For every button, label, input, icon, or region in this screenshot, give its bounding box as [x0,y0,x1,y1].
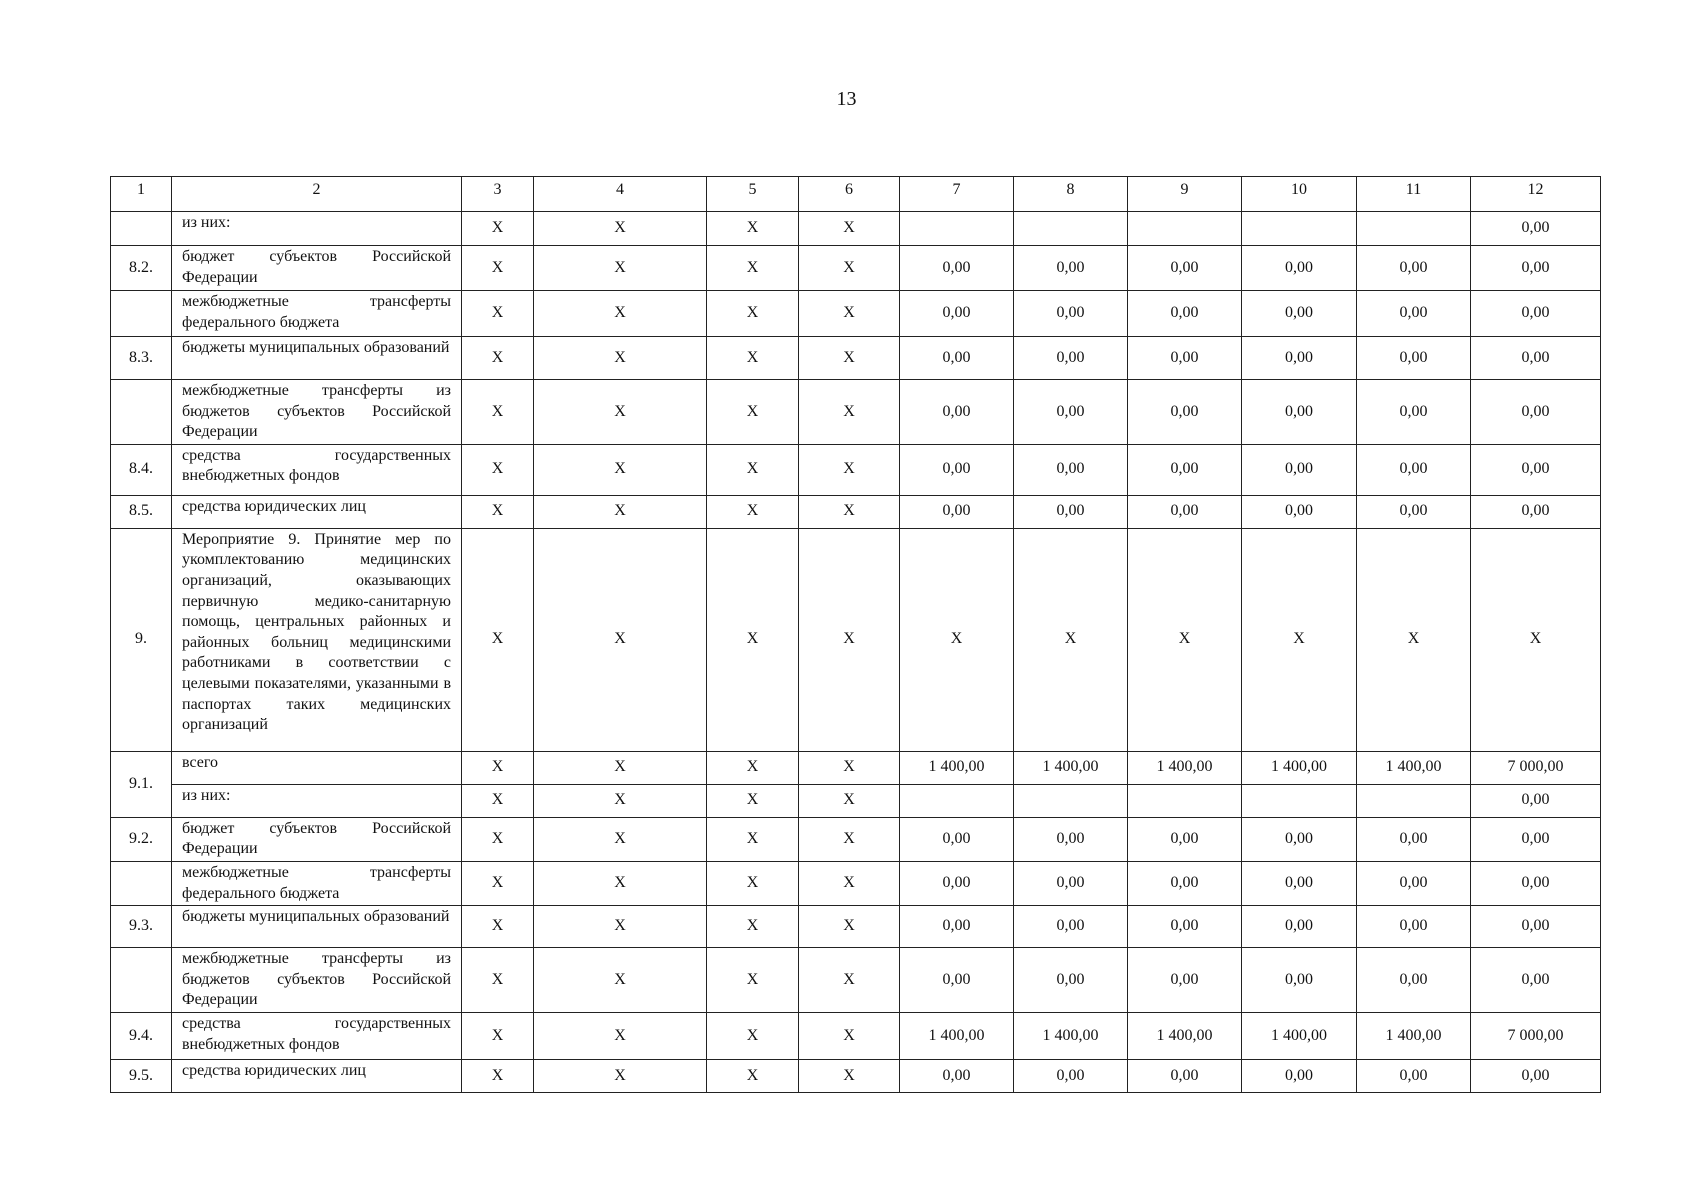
value-cell: 0,00 [1128,246,1242,291]
value-cell: X [462,337,534,380]
value-cell: 0,00 [1471,291,1601,337]
value-cell: 0,00 [900,1059,1014,1092]
value-cell: X [707,528,799,751]
value-cell: 0,00 [1357,861,1471,905]
table-row [111,212,1601,246]
value-cell: 0,00 [1128,948,1242,1013]
value-cell: 0,00 [1128,817,1242,861]
value-cell: 1 400,00 [1014,751,1128,784]
value-cell: 1 400,00 [1128,1012,1242,1059]
value-cell: X [534,495,707,528]
table-row [111,1059,1601,1092]
value-cell: 0,00 [1242,906,1357,948]
value-cell [1357,212,1471,246]
value-cell: X [462,528,534,751]
value-cell: 0,00 [1471,380,1601,445]
row-number-cell: 9.2. [111,817,172,861]
value-cell: X [799,751,900,784]
row-number-cell [111,380,172,445]
value-cell: 1 400,00 [900,1012,1014,1059]
value-cell: X [799,784,900,817]
value-cell: X [534,948,707,1013]
value-cell: X [1357,528,1471,751]
description-cell: бюджет субъектов Российской Федерации [172,246,462,291]
row-number-cell: 8.3. [111,337,172,380]
table-row [111,291,1601,337]
value-cell: 0,00 [1357,444,1471,495]
value-cell: X [534,751,707,784]
column-header: 4 [534,177,707,212]
value-cell: X [534,1059,707,1092]
value-cell: X [462,817,534,861]
page-number: 13 [836,88,857,110]
column-header: 9 [1128,177,1242,212]
value-cell: X [534,380,707,445]
column-header: 12 [1471,177,1601,212]
value-cell: 0,00 [1128,444,1242,495]
value-cell: X [462,495,534,528]
row-number-cell: 9. [111,528,172,751]
value-cell [900,784,1014,817]
table-row [111,948,1601,1013]
value-cell [1128,212,1242,246]
value-cell: 0,00 [1014,817,1128,861]
value-cell: X [462,948,534,1013]
value-cell: 0,00 [900,380,1014,445]
value-cell: 1 400,00 [1242,751,1357,784]
value-cell: 0,00 [1014,444,1128,495]
table-row [111,751,1601,784]
table-row [111,906,1601,948]
row-number-cell [111,291,172,337]
table-row [111,246,1601,291]
row-number-cell: 9.1. [111,751,172,817]
value-cell: X [462,784,534,817]
value-cell: X [799,906,900,948]
value-cell: 1 400,00 [1128,751,1242,784]
value-cell: X [462,444,534,495]
value-cell: 0,00 [1014,948,1128,1013]
value-cell: 0,00 [900,861,1014,905]
value-cell: X [462,1012,534,1059]
value-cell: 0,00 [1471,861,1601,905]
value-cell: 1 400,00 [1014,1012,1128,1059]
value-cell: X [707,337,799,380]
value-cell: 0,00 [1128,861,1242,905]
description-cell: всего [172,751,462,784]
row-number-cell [111,948,172,1013]
description-cell: средства юридических лиц [172,1059,462,1092]
value-cell: X [462,751,534,784]
header-row [111,177,1601,212]
column-header: 6 [799,177,900,212]
value-cell: 1 400,00 [1357,751,1471,784]
value-cell: 0,00 [1471,906,1601,948]
value-cell: X [707,380,799,445]
value-cell: X [707,784,799,817]
table-row [111,380,1601,445]
value-cell: X [534,444,707,495]
description-cell: межбюджетные трансферты из бюджетов субъектов Российской Федерации [172,948,462,1013]
value-cell: 0,00 [900,337,1014,380]
table-row [111,337,1601,380]
value-cell: X [534,906,707,948]
column-header: 8 [1014,177,1128,212]
value-cell: X [707,948,799,1013]
description-cell: межбюджетные трансферты федерального бюджета [172,861,462,905]
value-cell: X [1242,528,1357,751]
value-cell: 0,00 [1242,291,1357,337]
value-cell: 0,00 [1242,380,1357,445]
value-cell [900,212,1014,246]
description-cell: бюджеты муниципальных образований [172,906,462,948]
table-row [111,1012,1601,1059]
table-row [111,817,1601,861]
value-cell: X [799,246,900,291]
value-cell: 0,00 [1014,1059,1128,1092]
value-cell: 0,00 [1014,337,1128,380]
value-cell: X [799,948,900,1013]
value-cell: X [707,817,799,861]
value-cell: 0,00 [1014,906,1128,948]
row-number-cell: 8.2. [111,246,172,291]
value-cell: 0,00 [900,246,1014,291]
value-cell: 0,00 [1357,291,1471,337]
row-number-cell: 8.4. [111,444,172,495]
value-cell: 0,00 [1471,246,1601,291]
value-cell: X [799,528,900,751]
value-cell: X [799,495,900,528]
column-header: 5 [707,177,799,212]
value-cell: X [707,291,799,337]
value-cell: 0,00 [1128,337,1242,380]
value-cell: X [799,817,900,861]
description-cell: из них: [172,784,462,817]
value-cell: X [534,861,707,905]
value-cell: 0,00 [1242,817,1357,861]
value-cell: 0,00 [1471,444,1601,495]
value-cell: X [707,1059,799,1092]
value-cell: 0,00 [1471,212,1601,246]
value-cell: X [462,1059,534,1092]
row-number-cell [111,212,172,246]
table-row [111,444,1601,495]
column-header: 11 [1357,177,1471,212]
value-cell: 7 000,00 [1471,751,1601,784]
value-cell: 0,00 [900,291,1014,337]
value-cell: X [707,246,799,291]
description-cell: из них: [172,212,462,246]
value-cell [1242,784,1357,817]
value-cell: 0,00 [1014,246,1128,291]
column-header: 10 [1242,177,1357,212]
value-cell: 0,00 [1471,784,1601,817]
value-cell: X [462,246,534,291]
value-cell: X [799,861,900,905]
value-cell: X [707,751,799,784]
value-cell: 0,00 [900,495,1014,528]
value-cell: 1 400,00 [1242,1012,1357,1059]
value-cell [1014,784,1128,817]
description-cell: межбюджетные трансферты федерального бюджета [172,291,462,337]
value-cell: 0,00 [1471,948,1601,1013]
row-number-cell: 9.4. [111,1012,172,1059]
value-cell: X [799,444,900,495]
value-cell: X [900,528,1014,751]
value-cell: X [534,528,707,751]
value-cell: 0,00 [1357,380,1471,445]
value-cell: 0,00 [1357,948,1471,1013]
value-cell: 0,00 [1471,817,1601,861]
value-cell: X [1128,528,1242,751]
value-cell: X [534,337,707,380]
table-row [111,495,1601,528]
description-cell: средства государственных внебюджетных фондов [172,1012,462,1059]
value-cell: 0,00 [900,444,1014,495]
value-cell: X [534,1012,707,1059]
value-cell: 0,00 [1357,495,1471,528]
column-header: 1 [111,177,172,212]
description-cell: бюджет субъектов Российской Федерации [172,817,462,861]
row-number-cell [111,861,172,905]
value-cell: 0,00 [1357,1059,1471,1092]
value-cell: X [707,861,799,905]
table-row [111,861,1601,905]
value-cell: 0,00 [1242,1059,1357,1092]
value-cell: 0,00 [1242,861,1357,905]
value-cell: X [1471,528,1601,751]
value-cell: X [462,212,534,246]
description-cell: Мероприятие 9. Принятие мер по укомплектованию медицинских организаций, оказывающих первичную медико-санитарную помощь, центральных районных и районных больниц медицинскими работниками в соответствии с целевыми показателями, указанными в паспортах таких медицинских организаций [172,528,462,751]
value-cell: X [462,861,534,905]
value-cell: 0,00 [1014,380,1128,445]
value-cell: X [799,380,900,445]
value-cell: 0,00 [1357,337,1471,380]
value-cell: 7 000,00 [1471,1012,1601,1059]
column-header: 7 [900,177,1014,212]
value-cell: 0,00 [1357,246,1471,291]
value-cell: 0,00 [1014,861,1128,905]
value-cell: 0,00 [900,906,1014,948]
value-cell: 0,00 [1242,444,1357,495]
value-cell: X [707,444,799,495]
value-cell: X [462,380,534,445]
value-cell: 0,00 [1242,495,1357,528]
value-cell: 0,00 [1014,495,1128,528]
value-cell: X [707,495,799,528]
value-cell: X [462,906,534,948]
value-cell: X [1014,528,1128,751]
value-cell: 0,00 [1471,495,1601,528]
value-cell: 0,00 [1471,337,1601,380]
value-cell: 0,00 [1128,291,1242,337]
description-cell: межбюджетные трансферты из бюджетов субъектов Российской Федерации [172,380,462,445]
value-cell: 0,00 [1242,337,1357,380]
value-cell: 0,00 [1242,948,1357,1013]
value-cell: 1 400,00 [900,751,1014,784]
value-cell: X [534,212,707,246]
value-cell: 1 400,00 [1357,1012,1471,1059]
value-cell: X [534,817,707,861]
value-cell [1242,212,1357,246]
value-cell: 0,00 [1357,906,1471,948]
value-cell [1128,784,1242,817]
value-cell: 0,00 [1242,246,1357,291]
value-cell: X [534,246,707,291]
value-cell: 0,00 [1357,817,1471,861]
row-number-cell: 8.5. [111,495,172,528]
value-cell: 0,00 [900,948,1014,1013]
value-cell: 0,00 [900,817,1014,861]
value-cell: X [534,784,707,817]
value-cell: X [799,337,900,380]
value-cell [1357,784,1471,817]
value-cell: X [799,212,900,246]
value-cell: X [799,1012,900,1059]
value-cell: X [534,291,707,337]
value-cell: X [707,1012,799,1059]
table-row [111,528,1601,751]
value-cell: X [707,906,799,948]
value-cell: X [707,212,799,246]
value-cell: 0,00 [1471,1059,1601,1092]
description-cell: средства юридических лиц [172,495,462,528]
column-header: 3 [462,177,534,212]
value-cell: X [462,291,534,337]
description-cell: средства государственных внебюджетных фондов [172,444,462,495]
description-cell: бюджеты муниципальных образований [172,337,462,380]
value-cell [1014,212,1128,246]
value-cell: X [799,291,900,337]
value-cell: 0,00 [1128,495,1242,528]
budget-table [110,176,1601,1093]
row-number-cell: 9.3. [111,906,172,948]
value-cell: 0,00 [1128,380,1242,445]
column-header: 2 [172,177,462,212]
table-row [111,784,1601,817]
value-cell: 0,00 [1128,1059,1242,1092]
value-cell: 0,00 [1014,291,1128,337]
value-cell: X [799,1059,900,1092]
value-cell: 0,00 [1128,906,1242,948]
row-number-cell: 9.5. [111,1059,172,1092]
